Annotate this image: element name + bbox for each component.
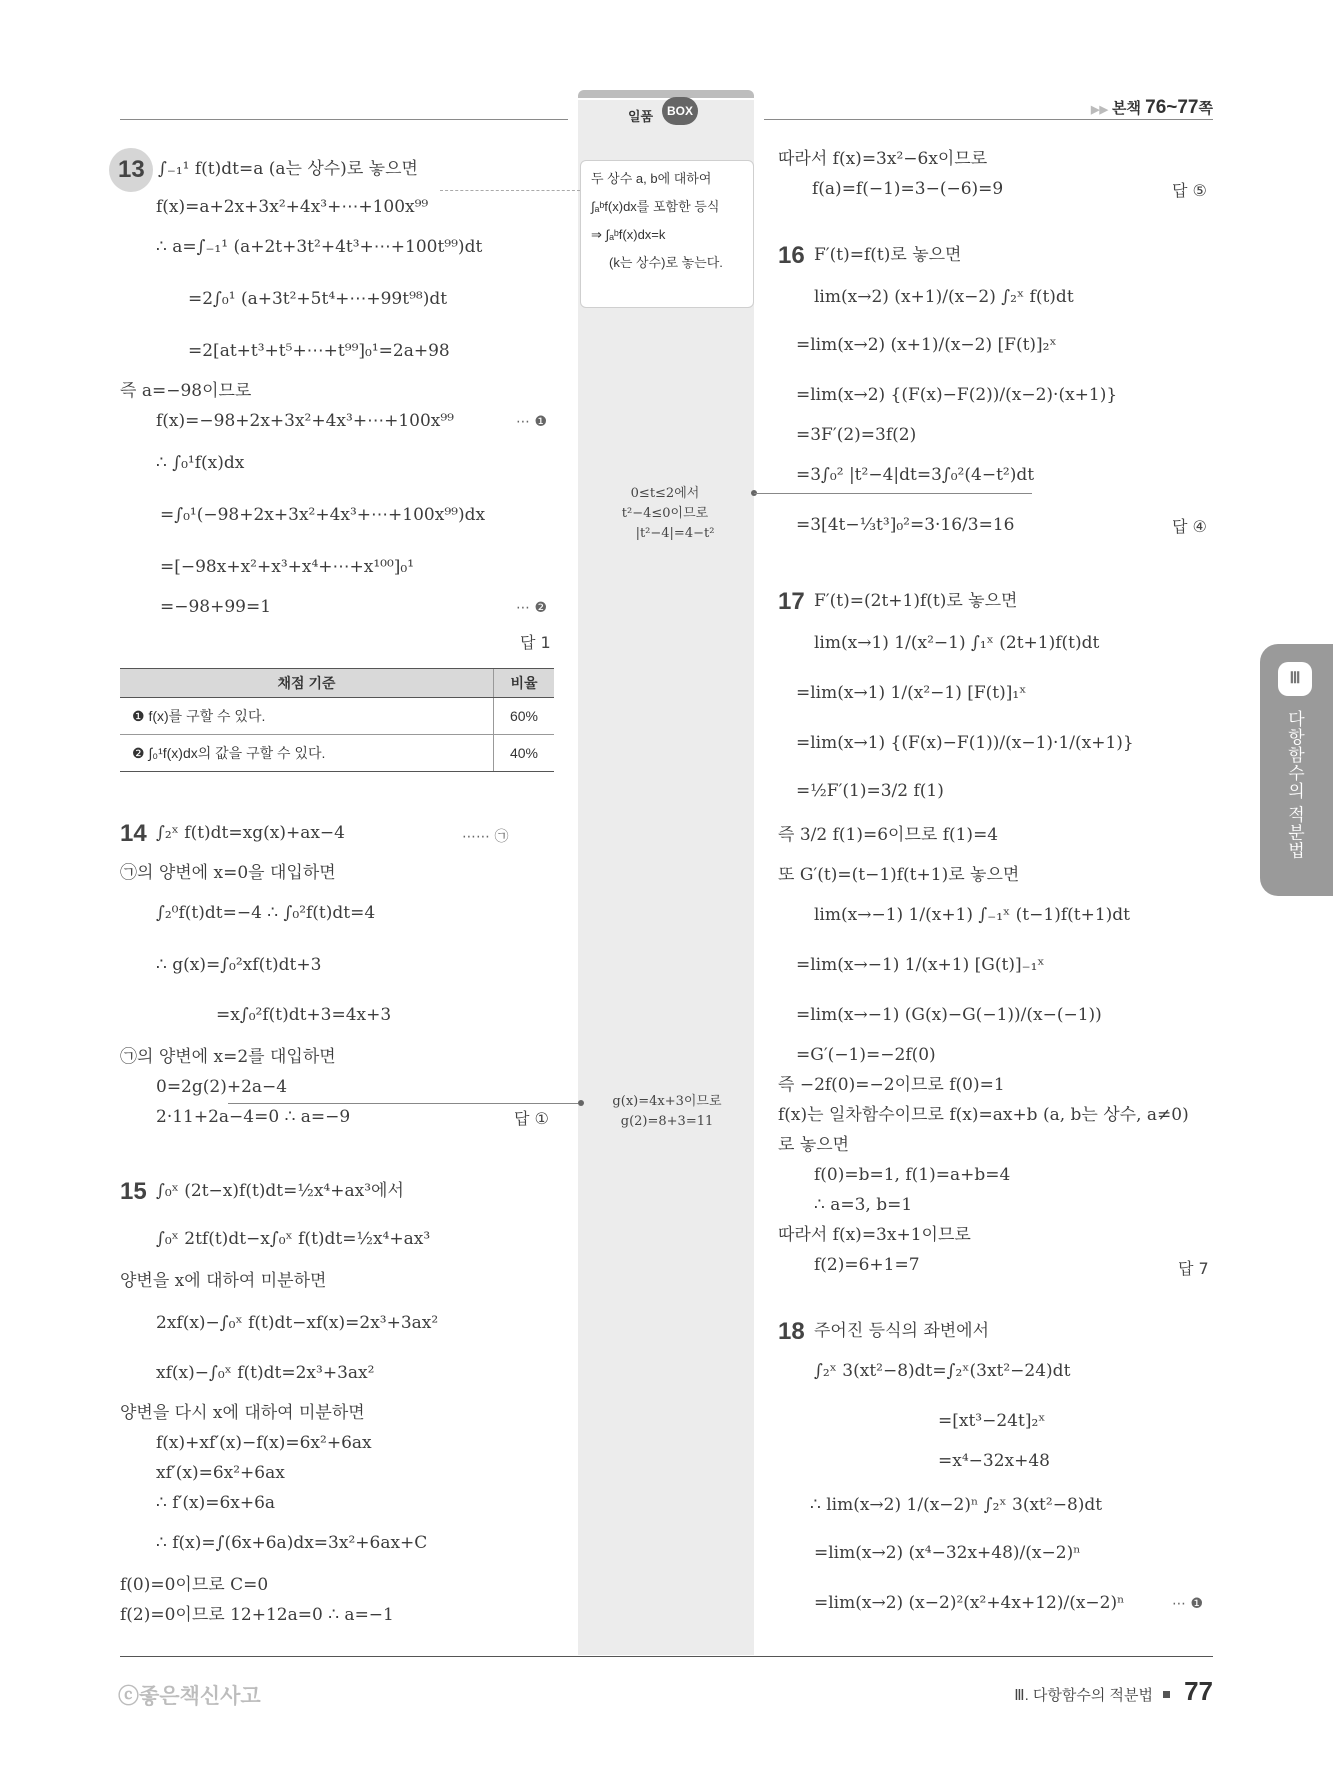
solution-line: =∫₀¹(−98+2x+3x²+4x³+⋯+100x⁹⁹)dx	[160, 505, 486, 525]
solution-line: =[xt³−24t]₂ˣ	[938, 1411, 1046, 1431]
tip-line: ∫ₐᵇf(x)dx를 포함한 등식	[591, 199, 720, 214]
answer: 답 ⑤	[1172, 181, 1207, 200]
solution-line: F′(t)=f(t)로 놓으면	[814, 245, 962, 265]
solution-line: 또 G′(t)=(t−1)f(t+1)로 놓으면	[778, 865, 1020, 885]
solution-line: ∴ ∫₀¹f(x)dx	[156, 453, 245, 473]
solution-line: ∫₋₁¹ f(t)dt=a (a는 상수)로 놓으면	[158, 159, 418, 179]
solution-line: 양변을 x에 대하여 미분하면	[120, 1271, 327, 1291]
footer-chapter: Ⅲ. 다항함수의 적분법	[1014, 1687, 1153, 1704]
grading-table	[120, 668, 554, 772]
note-14: g(x)=4x+3이므로 g(2)=8+3=11	[612, 1094, 722, 1129]
solution-line: =lim(x→1) {(F(x)−F(1))/(x−1)·1/(x+1)}	[796, 733, 1134, 753]
table-header: 비율	[494, 669, 555, 698]
problem-number: 14	[120, 820, 147, 847]
answer: 답 1	[520, 633, 551, 652]
problem-number: 16	[778, 242, 805, 269]
solution-line: =x∫₀²f(t)dt+3=4x+3	[216, 1005, 392, 1025]
solution-line: f(0)=0이므로 C=0	[120, 1575, 269, 1595]
solution-line: =lim(x→−1) (G(x)−G(−1))/(x−(−1))	[796, 1005, 1102, 1025]
tip-line: 두 상수 a, b에 대하여	[591, 171, 712, 186]
solution-line: =lim(x→−1) 1/(x+1) [G(t)]₋₁ˣ	[796, 955, 1045, 975]
solution-line: =[−98x+x²+x³+x⁴+⋯+x¹⁰⁰]₀¹	[160, 557, 415, 577]
solution-line: lim(x→−1) 1/(x+1) ∫₋₁ˣ (t−1)f(t+1)dt	[814, 905, 1130, 925]
solution-line: ㉠의 양변에 x=0을 대입하면	[120, 863, 336, 883]
solution-line: =lim(x→2) (x−2)²(x²+4x+12)/(x−2)ⁿ	[814, 1593, 1125, 1613]
connector-line	[754, 493, 1032, 494]
solution-line: =lim(x→1) 1/(x²−1) [F(t)]₁ˣ	[796, 683, 1027, 703]
header-rule-right	[764, 119, 1213, 120]
dashed-connector	[440, 190, 580, 191]
footer-rule	[120, 1656, 1213, 1657]
problem-number: 18	[778, 1318, 805, 1345]
page-number: 77	[1184, 1676, 1213, 1706]
box-label: 일품	[628, 109, 654, 124]
solution-line: =x⁴−32x+48	[938, 1451, 1050, 1471]
solution-line: ∫₂⁰f(t)dt=−4 ∴ ∫₀²f(t)dt=4	[156, 903, 376, 923]
chapter-title-vertical: 다항함수의 적분법	[1285, 710, 1304, 860]
page-reference: ▶▶ 본책 76~77쪽	[1091, 97, 1213, 118]
solution-line: ∫₀ˣ 2tf(t)dt−x∫₀ˣ f(t)dt=½x⁴+ax³	[156, 1229, 431, 1249]
solution-line: 로 놓으면	[778, 1135, 850, 1155]
step-mark: ⋯ ❷	[516, 600, 548, 616]
solution-line: =G′(−1)=−2f(0)	[796, 1045, 936, 1065]
answer: 답 ④	[1172, 517, 1207, 536]
solution-line: 따라서 f(x)=3x²−6x이므로	[778, 149, 988, 169]
box-tip	[580, 160, 754, 308]
solution-line: =3[4t−⅓t³]₀²=3·16/3=16	[796, 515, 1015, 535]
table-header: 채점 기준	[120, 669, 494, 698]
solution-line: 0=2g(2)+2a−4	[156, 1077, 288, 1097]
solution-line: f(0)=b=1, f(1)=a+b=4	[814, 1165, 1011, 1185]
box-column	[578, 100, 754, 1655]
answer: 답 7	[1178, 1259, 1209, 1278]
solution-line: 따라서 f(x)=3x+1이므로	[778, 1225, 971, 1245]
solution-line: =½F′(1)=3/2 f(1)	[796, 781, 944, 801]
solution-line: =lim(x→2) (x⁴−32x+48)/(x−2)ⁿ	[814, 1543, 1081, 1563]
solution-line: ∴ a=∫₋₁¹ (a+2t+3t²+4t³+⋯+100t⁹⁹)dt	[156, 237, 483, 257]
solution-line: f(x)=a+2x+3x²+4x³+⋯+100x⁹⁹	[156, 197, 429, 217]
box-badge: BOX	[662, 97, 698, 125]
tip-line: ⇒ ∫ₐᵇf(x)dx=k	[591, 227, 666, 242]
publisher-logo: ⓒ좋은책신사고	[118, 1685, 261, 1708]
step-mark: ⋯ ❶	[1172, 1596, 1204, 1612]
solution-line: F′(t)=(2t+1)f(t)로 놓으면	[814, 591, 1018, 611]
table-cell: ❶ f(x)를 구할 수 있다.	[120, 698, 494, 735]
solution-line: f(2)=6+1=7	[814, 1255, 920, 1275]
answer: 답 ①	[514, 1109, 549, 1128]
connector-line	[228, 1103, 578, 1104]
solution-line: ∫₂ˣ 3(xt²−8)dt=∫₂ˣ(3xt²−24)dt	[814, 1361, 1071, 1381]
solution-line: lim(x→2) (x+1)/(x−2) ∫₂ˣ f(t)dt	[814, 287, 1074, 307]
solution-line: ∴ g(x)=∫₀²xf(t)dt+3	[156, 955, 322, 975]
solution-line: f(x)=−98+2x+3x²+4x³+⋯+100x⁹⁹	[156, 411, 454, 431]
solution-line: 주어진 등식의 좌변에서	[814, 1321, 990, 1341]
chapter-side-tab	[1260, 644, 1333, 896]
solution-line: =2[at+t³+t⁵+⋯+t⁹⁹]₀¹=2a+98	[188, 341, 450, 361]
table-cell: 60%	[494, 698, 555, 735]
solution-line: ∴ a=3, b=1	[814, 1195, 913, 1215]
solution-line: ∫₂ˣ f(t)dt=xg(x)+ax−4	[156, 823, 345, 843]
solution-line: lim(x→1) 1/(x²−1) ∫₁ˣ (2t+1)f(t)dt	[814, 633, 1100, 653]
solution-line: 즉 a=−98이므로	[120, 381, 252, 401]
solution-line: =−98+99=1	[160, 597, 272, 617]
problem-number: 17	[778, 588, 805, 615]
solution-line: xf′(x)=6x²+6ax	[156, 1463, 285, 1483]
table-cell: 40%	[494, 735, 555, 772]
solution-line: =lim(x→2) {(F(x)−F(2))/(x−2)·(x+1)}	[796, 385, 1118, 405]
connector-dot	[578, 1100, 584, 1106]
solution-line: f(2)=0이므로 12+12a=0 ∴ a=−1	[120, 1605, 394, 1625]
header-rule-left	[120, 119, 568, 120]
solution-line: =3∫₀² |t²−4|dt=3∫₀²(4−t²)dt	[796, 465, 1035, 485]
solution-line: =lim(x→2) (x+1)/(x−2) [F(t)]₂ˣ	[796, 335, 1057, 355]
table-row	[120, 698, 554, 735]
solution-line: f(x)+xf′(x)−f(x)=6x²+6ax	[156, 1433, 372, 1453]
solution-line: 2·11+2a−4=0 ∴ a=−9	[156, 1107, 351, 1127]
box-tab	[578, 90, 754, 98]
table-cell: ❷ ∫₀¹f(x)dx의 값을 구할 수 있다.	[120, 735, 494, 772]
problem-number: 13	[118, 156, 145, 183]
solution-line: 즉 −2f(0)=−2이므로 f(0)=1	[778, 1075, 1005, 1095]
arrow-icon: ▶▶	[1091, 104, 1108, 116]
solution-line: ∴ lim(x→2) 1/(x−2)ⁿ ∫₂ˣ 3(xt²−8)dt	[810, 1495, 1103, 1515]
solution-line: 2xf(x)−∫₀ˣ f(t)dt−xf(x)=2x³+3ax²	[156, 1313, 439, 1333]
step-mark: ⋯ ❶	[516, 414, 548, 430]
solution-line: 양변을 다시 x에 대하여 미분하면	[120, 1403, 365, 1423]
equation-tag: ⋯⋯ ㉠	[462, 829, 509, 845]
note-16: 0≤t≤2에서 t²−4≤0이므로 |t²−4|=4−t²	[621, 486, 715, 541]
solution-line: ∫₀ˣ (2t−x)f(t)dt=½x⁴+ax³에서	[156, 1181, 404, 1201]
problem-number: 15	[120, 1178, 147, 1205]
solution-line: ∴ f(x)=∫(6x+6a)dx=3x²+6ax+C	[156, 1533, 428, 1553]
solution-line: =3F′(2)=3f(2)	[796, 425, 917, 445]
solution-line: 즉 3/2 f(1)=6이므로 f(1)=4	[778, 825, 999, 845]
solution-line: ∴ f′(x)=6x+6a	[156, 1493, 276, 1513]
table-row	[120, 735, 554, 772]
chapter-numeral: Ⅲ	[1278, 662, 1312, 696]
tip-line: (k는 상수)로 놓는다.	[609, 255, 723, 270]
solution-line: f(a)=f(−1)=3−(−6)=9	[812, 179, 1004, 199]
solution-line: ㉠의 양변에 x=2를 대입하면	[120, 1047, 336, 1067]
separator-square	[1163, 1691, 1170, 1698]
solution-line: =2∫₀¹ (a+3t²+5t⁴+⋯+99t⁹⁸)dt	[188, 289, 448, 309]
solution-line: f(x)는 일차함수이므로 f(x)=ax+b (a, b는 상수, a≠0)	[778, 1105, 1189, 1125]
solution-line: xf(x)−∫₀ˣ f(t)dt=2x³+3ax²	[156, 1363, 375, 1383]
